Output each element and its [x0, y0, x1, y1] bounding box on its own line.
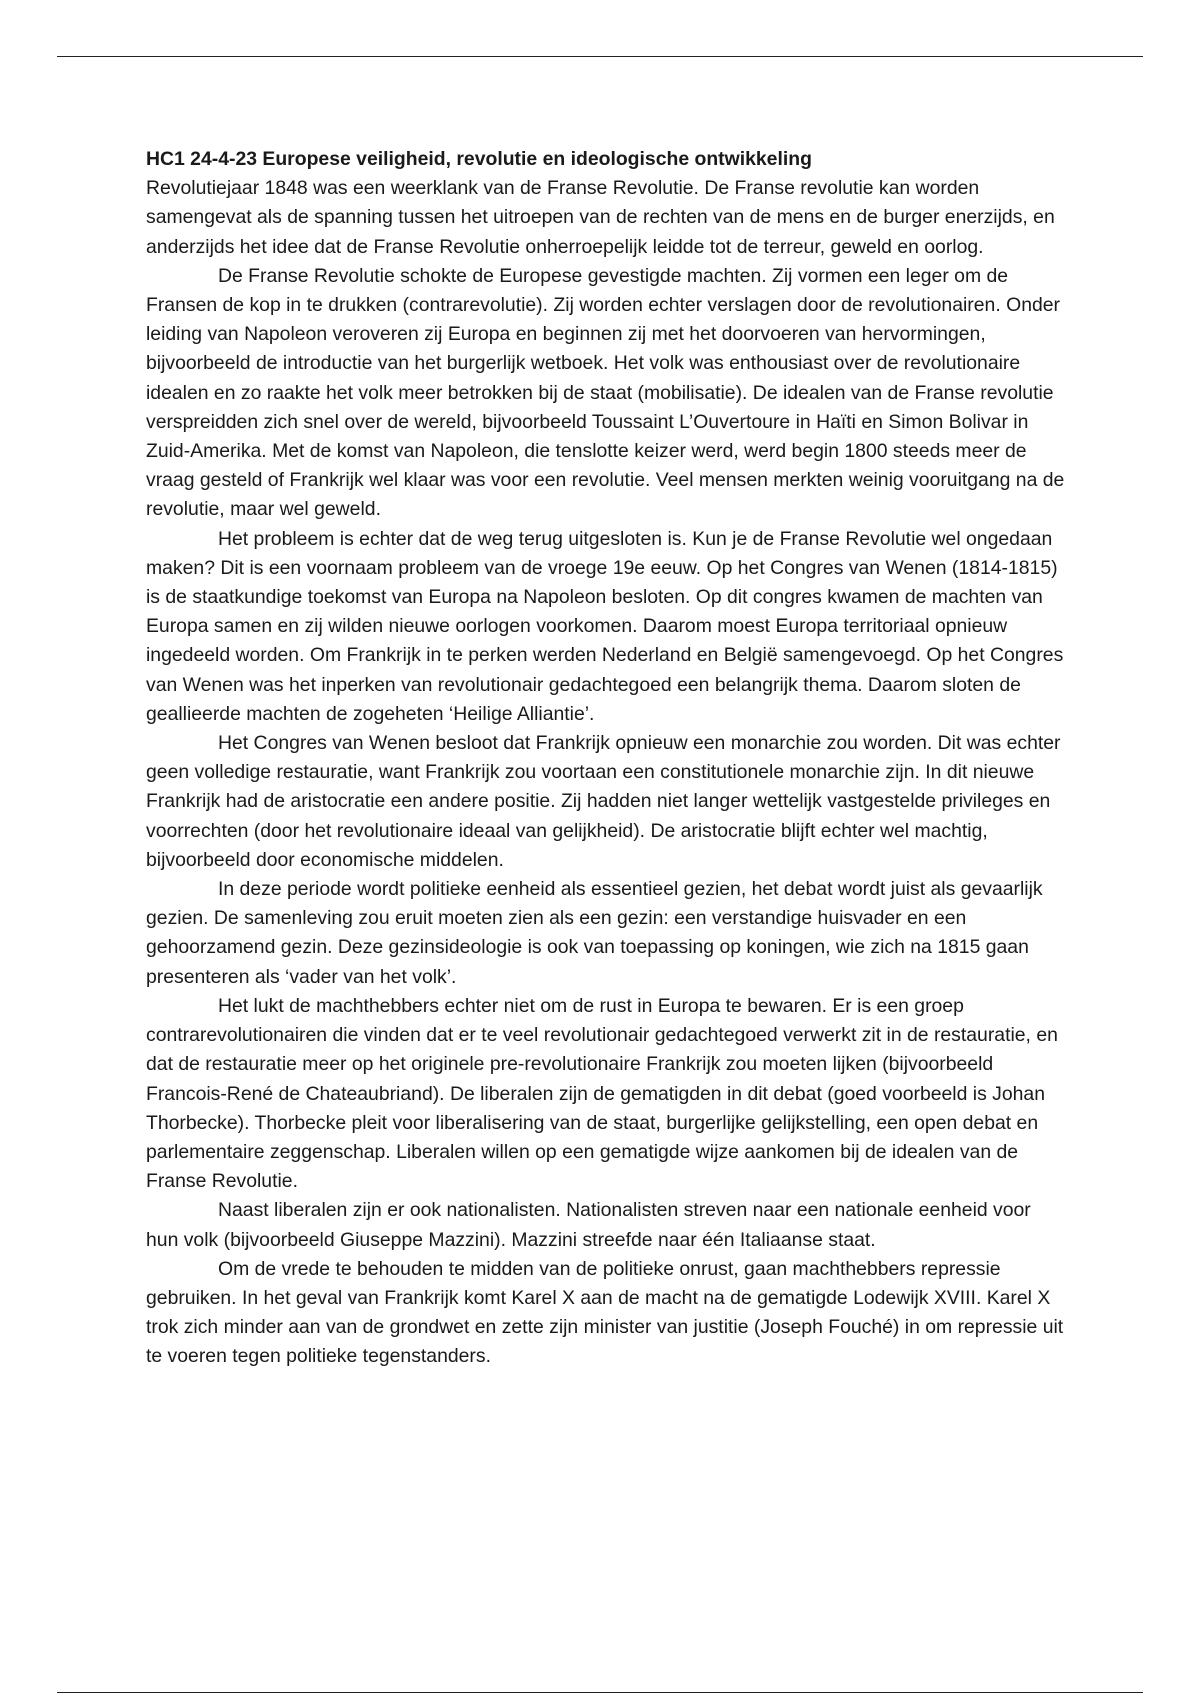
paragraph-7: Naast liberalen zijn er ook nationalisten. Nationalisten streven naar een nationale eenheid voor hun volk (bijvoorbeeld Giuseppe Mazzini). Mazzini streefde naar één Italiaanse staat.: [146, 1199, 1031, 1251]
paragraph-4: Het Congres van Wenen besloot dat Frankrijk opnieuw een monarchie zou worden. Dit was echter geen volledige restauratie, want Frankrijk zou voortaan een constitutionele monarchie zijn. In dit nieuwe Frankrijk had de aristocratie een andere positie. Zij hadden niet langer wettelijk vastgestelde privileges en voorrechten (door het revolutionaire ideaal van gelijkheid). De aristocratie blijft echter wel machtig, bijvoorbeeld door economische middelen.: [146, 732, 1061, 871]
paragraph-5: In deze periode wordt politieke eenheid als essentieel gezien, het debat wordt juist als gevaarlijk gezien. De samenleving zou eruit moeten zien als een gezin: een verstandige huisvader en een gehoorzamend gezin. Deze gezinsideologie is ook van toepassing op koningen, wie zich na 1815 gaan presenteren als ‘vader van het volk’.: [146, 878, 1043, 988]
paragraph-3: Het probleem is echter dat de weg terug uitgesloten is. Kun je de Franse Revolutie wel ongedaan maken? Dit is een voornaam probleem van de vroege 19e eeuw. Op het Congres van Wenen (1814-1815) is de staatkundige toekomst van Europa na Napoleon besloten. Op dit congres kwamen de machten van Europa samen en zij wilden nieuwe oorlogen voorkomen. Daarom moest Europa territoriaal opnieuw ingedeeld worden. Om Frankrijk in te perken werden Nederland en België samengevoegd. Op het Congres van Wenen was het inperken van revolutionair gedachtegoed een belangrijk thema. Daarom sloten de geallieerde machten de zogeheten ‘Heilige Alliantie’.: [146, 527, 1064, 725]
paragraph-8: Om de vrede te behouden te midden van de politieke onrust, gaan machthebbers repressie gebruiken. In het geval van Frankrijk komt Karel X aan de macht na de gematigde Lodewijk XVIII. Karel X trok zich minder aan van de grondwet en zette zijn minister van justitie (Joseph Fouché) in om repressie uit te voeren tegen politieke tegenstanders.: [146, 1257, 1064, 1368]
paragraph-1: Revolutiejaar 1848 was een weerklank van de Franse Revolutie. De Franse revolutie kan worden samengevat als de spanning tussen het uitroepen van de rechten van de mens en de burger enerzijds, en anderzijds het idee dat de Franse Revolutie onherroepelijk leidde tot de terreur, geweld en oorlog.: [146, 177, 1055, 258]
bottom-horizontal-rule: [57, 1692, 1143, 1693]
paragraph-2: De Franse Revolutie schokte de Europese gevestigde machten. Zij vormen een leger om de Fransen de kop in te drukken (contrarevolutie). Zij worden echter verslagen door de revolutionairen. Onder leiding van Napoleon veroveren zij Europa en beginnen zij met het doorvoeren van hervormingen, bijvoorbeeld de introductie van het burgerlijk wetboek. Het volk was enthousiast over de revolutionaire idealen en zo raakte het volk meer betrokken bij de staat (mobilisatie). De idealen van de Franse revolutie verspreidden zich snel over de wereld, bijvoorbeeld Toussaint L’Ouvertoure in Haïti en Simon Bolivar in Zuid-Amerika. Met de komst van Napoleon, die tenslotte keizer werd, werd begin 1800 steeds meer de vraag gesteld of Frankrijk wel klaar was voor een revolutie. Veel mensen merkten weinig vooruitgang na de revolutie, maar wel geweld.: [146, 264, 1065, 521]
document-body: [146, 145, 1066, 1372]
document-title: HC1 24-4-23 Europese veiligheid, revolutie en ideologische ontwikkeling: [146, 148, 812, 170]
paragraph-6: Het lukt de machthebbers echter niet om de rust in Europa te bewaren. Er is een groep contrarevolutionairen die vinden dat er te veel revolutionair gedachtegoed verwerkt zit in de restauratie, en dat de restauratie meer op het originele pre-revolutionaire Frankrijk zou moeten lijken (bijvoorbeeld Francois-René de Chateaubriand). De liberalen zijn de gematigden in dit debat (goed voorbeeld is Johan Thorbecke). Thorbecke pleit voor liberalisering van de staat, burgerlijke gelijkstelling, een open debat en parlementaire zeggenschap. Liberalen willen op een gematigde wijze aankomen bij de idealen van de Franse Revolutie.: [146, 994, 1058, 1193]
top-horizontal-rule: [57, 56, 1143, 57]
